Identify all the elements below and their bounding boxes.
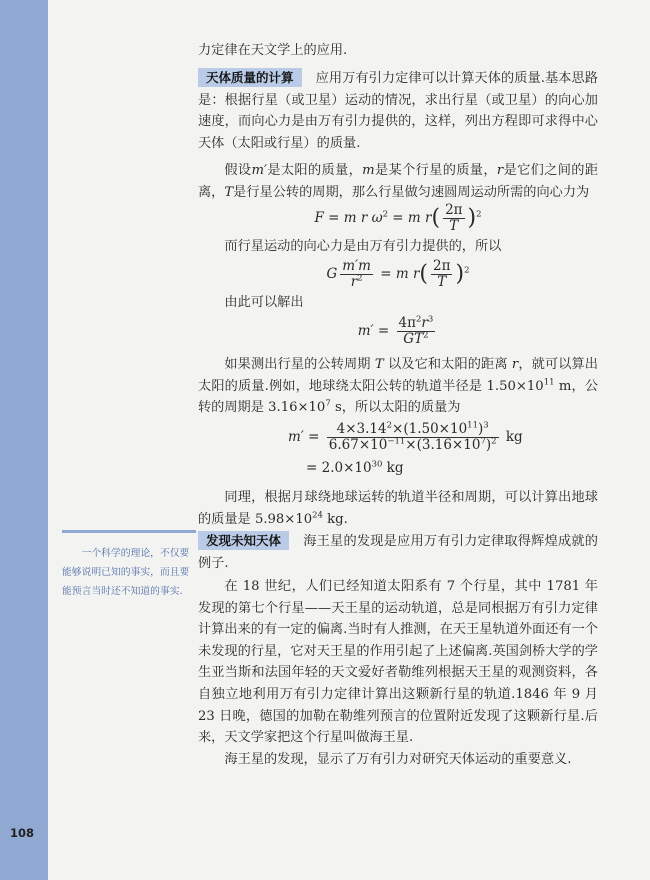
sidenote-rule (62, 530, 196, 533)
page-number: 108 (10, 826, 35, 840)
sidenote-text: 一个科学的理论，不仅要能够说明已知的事实，而且要能预言当时还不知道的事实. (62, 548, 190, 597)
equation-mass-formula: m′ = $\frac{4\pi^2r^3}{GT^2}$ (357, 314, 434, 347)
text-run: ，就可以算出太阳的质量.例如，地球绕太阳公转的轨道半径是 1.50×10 (198, 357, 598, 394)
section2-lead-text: 海王星的发现是应用万有引力定律取得辉煌成就的例子. (198, 534, 598, 571)
section2-lead-paragraph (198, 531, 598, 574)
section1-heading: 天体质量的计算 (198, 68, 302, 87)
text-run: 同理，根据月球绕地球运转的轨道半径和周期，可以计算出地球的质量是 5.98×10 (198, 490, 598, 527)
paragraph-earth-mass (198, 487, 598, 530)
equation-sun-mass-result: = $2.0\times 10^{30}$ kg (306, 459, 404, 476)
text-run: s，所以太阳的质量为 (330, 400, 461, 416)
text-run: 是行星公转的周期，那么行星做匀速圆周运动所需的向心力为 (233, 184, 590, 200)
exponent: 24 (312, 510, 323, 521)
exponent: 7 (325, 398, 331, 409)
text-run: 如果测出行星的公转周期 (224, 357, 371, 372)
exponent: 11 (543, 377, 555, 388)
section2-heading: 发现未知天体 (198, 531, 289, 550)
section1-lead-text: 应用万有引力定律可以计算天体的质量.基本思路是：根据行星（或卫星）运动的情况，求出行星（或卫星）的向心加速度，而向心力是由万有引力提供的，这样，列出方程即可求得中心天体（太阳或行星）的质量. (198, 71, 598, 151)
paragraph-neptune-history: 在 18 世纪，人们已经知道太阳系有 7 个行星，其中 1781 年发现的第七个行星——天王星的运动轨道，总是同根据万有引力定律计算出来的有一定的偏离.当时有人推测，在天王星轨道外面还有一个未发现的行星，它对天王星的作用引起了上述偏离.英国剑桥大学的学生亚当斯和法国年轻的天文爱好者勒维列根据天王星的观测资料，各自独立地利用万有引力定律计算出这颗新行星的轨道.1846 年 9 月 23 日晚，德国的加勒在勒维列预言的位置附近发现了这颗新行星.后来，天文学家把这个行星叫做海王星. (198, 579, 598, 746)
paragraph-gravity-provides: 而行星运动的向心力是由万有引力提供的，所以 (224, 239, 502, 254)
equation-gravity-balance: G $\frac{m'm}{r^2}$ = m r( $\frac{2\pi}{T}$ )$^2$ (326, 258, 470, 290)
paragraph-sun-example: 如果测出行星的公转周期 T 以及它和太阳的距离 r，就可以算出太阳的质量.例如，地球绕太阳公转的轨道半径是 $1.50\times 10^{11}$ m，公转的周期是 $3.16\times 10^7$ s，所以太阳的质量为 (198, 357, 599, 416)
text-run: 假设 (224, 163, 252, 178)
paragraph-assumption: 假设m′是太阳的质量，m是某个行星的质量，r是它们之间的距离，T是行星公转的周期，那么行星做匀速圆周运动所需的向心力为 (198, 163, 599, 200)
text-run: 是某个行星的质量， (374, 163, 497, 178)
page-edge-strip (0, 0, 48, 880)
paragraph-solve: 由此可以解出 (224, 295, 304, 310)
text-run: 是它们之间的距离， (198, 163, 599, 200)
intro-line: 力定律在天文学上的应用. (198, 43, 348, 58)
text-run: m，公转的周期是 3.16×10 (198, 378, 599, 416)
equation-centripetal-force: F = m r $\omega^2 = m$ r( $\frac{2\pi}{T}$ )$^2$ (314, 202, 482, 234)
text-run: 以及它和太阳的距离 (388, 357, 508, 372)
section1-lead-paragraph (198, 68, 598, 154)
text-run: 是太阳的质量， (266, 163, 363, 178)
text-run: kg. (322, 511, 348, 527)
paragraph-neptune-significance: 海王星的发现，显示了万有引力对研究天体运动的重要意义. (224, 752, 572, 767)
equation-sun-mass-calc: m′ = $\frac{4\times 3.14^2\times(1.50\times 10^{11})^3}{6.67\times 10^{-11}\times(3.16\times 10^7)^2}$ kg (288, 420, 523, 453)
